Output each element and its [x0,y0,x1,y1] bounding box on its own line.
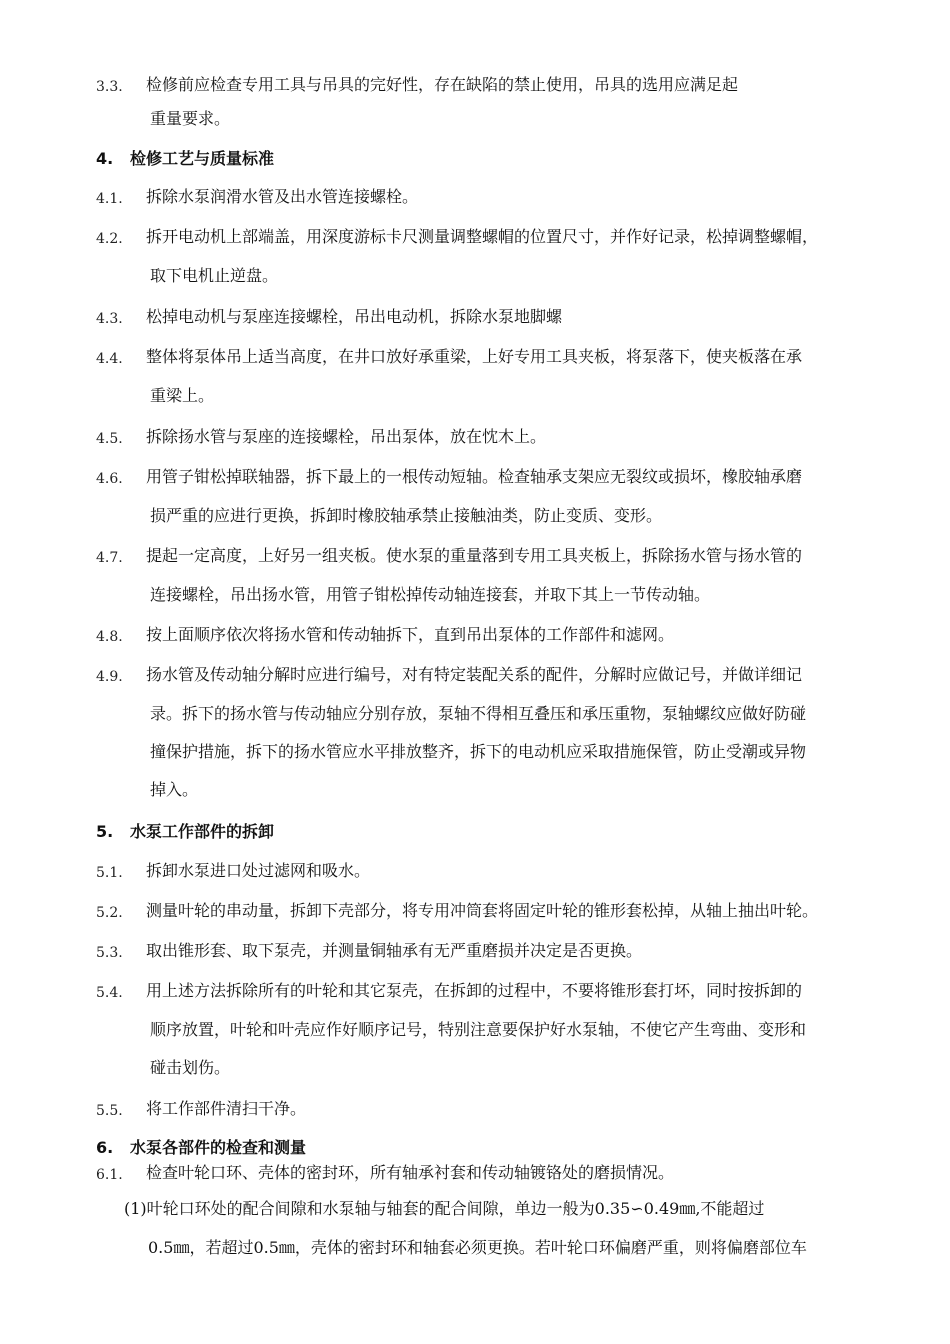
section-heading [96,148,274,170]
clause-number: 4.6. [96,471,123,487]
clause-number: 4.5. [96,431,123,447]
clause-number: 5.3. [96,945,123,961]
clause-continuation: 重梁上。 [150,386,215,405]
clause-number: 4.7. [96,550,123,566]
section-number: 6. [96,1138,114,1157]
clause-text: 将工作部件清扫干净。 [146,1099,307,1118]
clause-text: 松掉电动机与泵座连接螺栓，吊出电动机，拆除水泵地脚螺 [146,307,563,326]
clause-number: 4.2. [96,231,123,247]
clause-text: 拆除水泵润滑水管及出水管连接螺栓。 [146,187,419,206]
clause-number: 5.5. [96,1103,123,1119]
clause-number: 4.9. [96,669,123,685]
clause-text: 拆除扬水管与泵座的连接螺栓，吊出泵体，放在忱木上。 [146,427,547,446]
clause-number: 5.1. [96,865,123,881]
section-number: 4. [96,149,114,168]
clause-text: 拆开电动机上部端盖，用深度游标卡尺测量调整螺帽的位置尺寸，并作好记录，松掉调整螺帽， [146,227,819,246]
clause-text: 检修前应检查专用工具与吊具的完好性，存在缺陷的禁止使用，吊具的选用应满足起 [146,75,739,94]
clause-text: 提起一定高度，上好另一组夹板。使水泵的重量落到专用工具夹板上，拆除扬水管与扬水管的 [146,546,803,565]
clause-text: 用上述方法拆除所有的叶轮和其它泵壳，在拆卸的过程中，不要将锥形套打坏，同时按拆卸的 [146,981,803,1000]
clause-number: 6.1. [96,1167,123,1183]
clause-text: 按上面顺序依次将扬水管和传动轴拆下，直到吊出泵体的工作部件和滤网。 [146,625,675,644]
clause-text: 拆卸水泵进口处过滤网和吸水。 [146,861,371,880]
section-title: 检修工艺与质量标准 [130,149,275,168]
clause-text: 扬水管及传动轴分解时应进行编号，对有特定装配关系的配件，分解时应做记号，并做详细记 [146,665,803,684]
clause-text: 检查叶轮口环、壳体的密封环，所有轴承衬套和传动轴镀铬处的磨损情况。 [146,1163,675,1182]
clause-text: 取出锥形套、取下泵壳，并测量铜轴承有无严重磨损并决定是否更换。 [146,941,643,960]
clause-number: 3.3. [96,79,123,95]
section-title: 水泵工作部件的拆卸 [130,822,275,841]
sub-clause-text: (1)叶轮口环处的配合间隙和水泵轴与轴套的配合间隙，单边一般为0.35∽0.49㎜,不能超过 [124,1199,765,1218]
section-heading [96,821,274,843]
clause-text: 整体将泵体吊上适当高度，在井口放好承重梁，上好专用工具夹板，将泵落下，使夹板落在承 [146,347,803,366]
clause-continuation: 顺序放置，叶轮和叶壳应作好顺序记号，特别注意要保护好水泵轴，不使它产生弯曲、变形和 [150,1020,807,1039]
clause-text: 用管子钳松掉联轴器，拆下最上的一根传动短轴。检查轴承支架应无裂纹或损坏，橡胶轴承磨 [146,467,803,486]
clause-continuation: 取下电机止逆盘。 [150,266,279,285]
section-title: 水泵各部件的检查和测量 [130,1138,307,1157]
clause-number: 5.4. [96,985,123,1001]
clause-continuation: 碰击划伤。 [150,1058,231,1077]
clause-number: 4.3. [96,311,123,327]
clause-number: 5.2. [96,905,123,921]
clause-continuation: 损严重的应进行更换，拆卸时橡胶轴承禁止接触油类，防止变质、变形。 [150,506,663,525]
section-number: 5. [96,822,114,841]
clause-continuation: 录。拆下的扬水管与传动轴应分别存放，泵轴不得相互叠压和承压重物，泵轴螺纹应做好防碰 [150,704,807,723]
clause-continuation: 重量要求。 [150,109,231,128]
clause-continuation: 连接螺栓，吊出扬水管，用管子钳松掉传动轴连接套，并取下其上一节传动轴。 [150,585,711,604]
clause-number: 4.1. [96,191,123,207]
clause-text: 测量叶轮的串动量，拆卸下壳部分，将专用冲筒套将固定叶轮的锥形套松掉，从轴上抽出叶轮。 [146,901,819,920]
sub-clause-continuation: 0.5㎜，若超过0.5㎜，壳体的密封环和轴套必须更换。若叶轮口环偏磨严重，则将偏磨部位车 [148,1238,807,1257]
section-heading [96,1137,306,1159]
clause-number: 4.8. [96,629,123,645]
clause-continuation: 掉入。 [150,780,199,799]
clause-number: 4.4. [96,351,123,367]
clause-continuation: 撞保护措施，拆下的扬水管应水平排放整齐，拆下的电动机应采取措施保管，防止受潮或异物 [150,742,807,761]
